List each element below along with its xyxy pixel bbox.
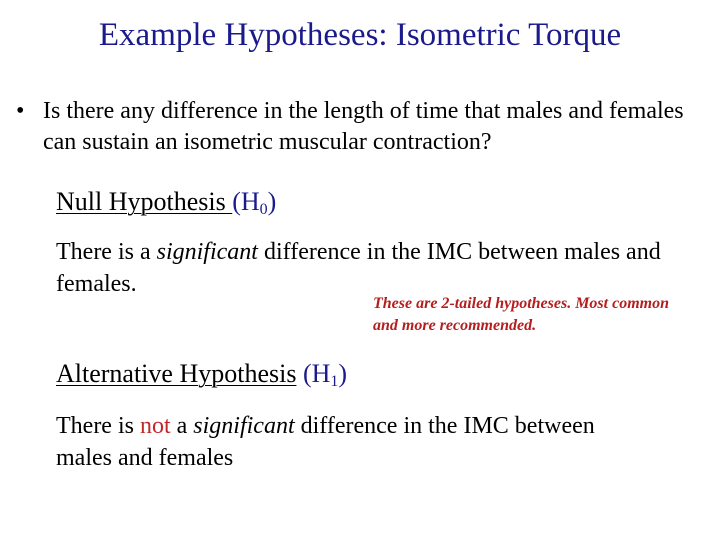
null-statement-part1: There is a bbox=[56, 239, 157, 265]
null-hypothesis-heading bbox=[56, 186, 276, 218]
null-hypothesis-subscript: 0 bbox=[259, 201, 268, 218]
null-hypothesis-paren-close: ) bbox=[267, 187, 277, 216]
alternative-hypothesis-paren-close: ) bbox=[338, 359, 348, 388]
alt-statement-emphasis: significant bbox=[193, 413, 295, 439]
two-tailed-note: These are 2-tailed hypotheses. Most common and more recommended. bbox=[373, 295, 669, 334]
null-hypothesis-label: Null Hypothesis bbox=[56, 187, 233, 216]
alt-statement-part1: There is bbox=[56, 413, 140, 439]
alt-statement-part3: difference in the IMC between males and females bbox=[56, 413, 595, 471]
null-statement-emphasis: significant bbox=[156, 239, 258, 265]
null-hypothesis-statement bbox=[56, 236, 666, 300]
alt-statement-part2: a bbox=[170, 413, 194, 439]
null-hypothesis-paren-open: (H bbox=[232, 187, 260, 216]
bullet-question bbox=[16, 96, 706, 158]
null-statement-part2: difference in the IMC between males and females. bbox=[56, 239, 661, 297]
alt-statement-red-word: not bbox=[139, 413, 171, 439]
bullet-question-text: Is there any difference in the length of time that males and females can sustain an isometric muscular contraction? bbox=[43, 98, 684, 155]
alternative-hypothesis-subscript: 1 bbox=[330, 373, 339, 390]
bullet-marker: • bbox=[16, 98, 25, 124]
slide-title: Example Hypotheses: Isometric Torque bbox=[98, 17, 622, 53]
alternative-hypothesis-statement bbox=[56, 410, 616, 474]
alternative-hypothesis-paren-open: (H bbox=[302, 359, 331, 388]
alternative-hypothesis-heading bbox=[56, 358, 347, 390]
alternative-hypothesis-symbol bbox=[303, 359, 347, 388]
null-hypothesis-symbol bbox=[232, 187, 276, 216]
alternative-hypothesis-label: Alternative Hypothesis bbox=[56, 359, 297, 388]
